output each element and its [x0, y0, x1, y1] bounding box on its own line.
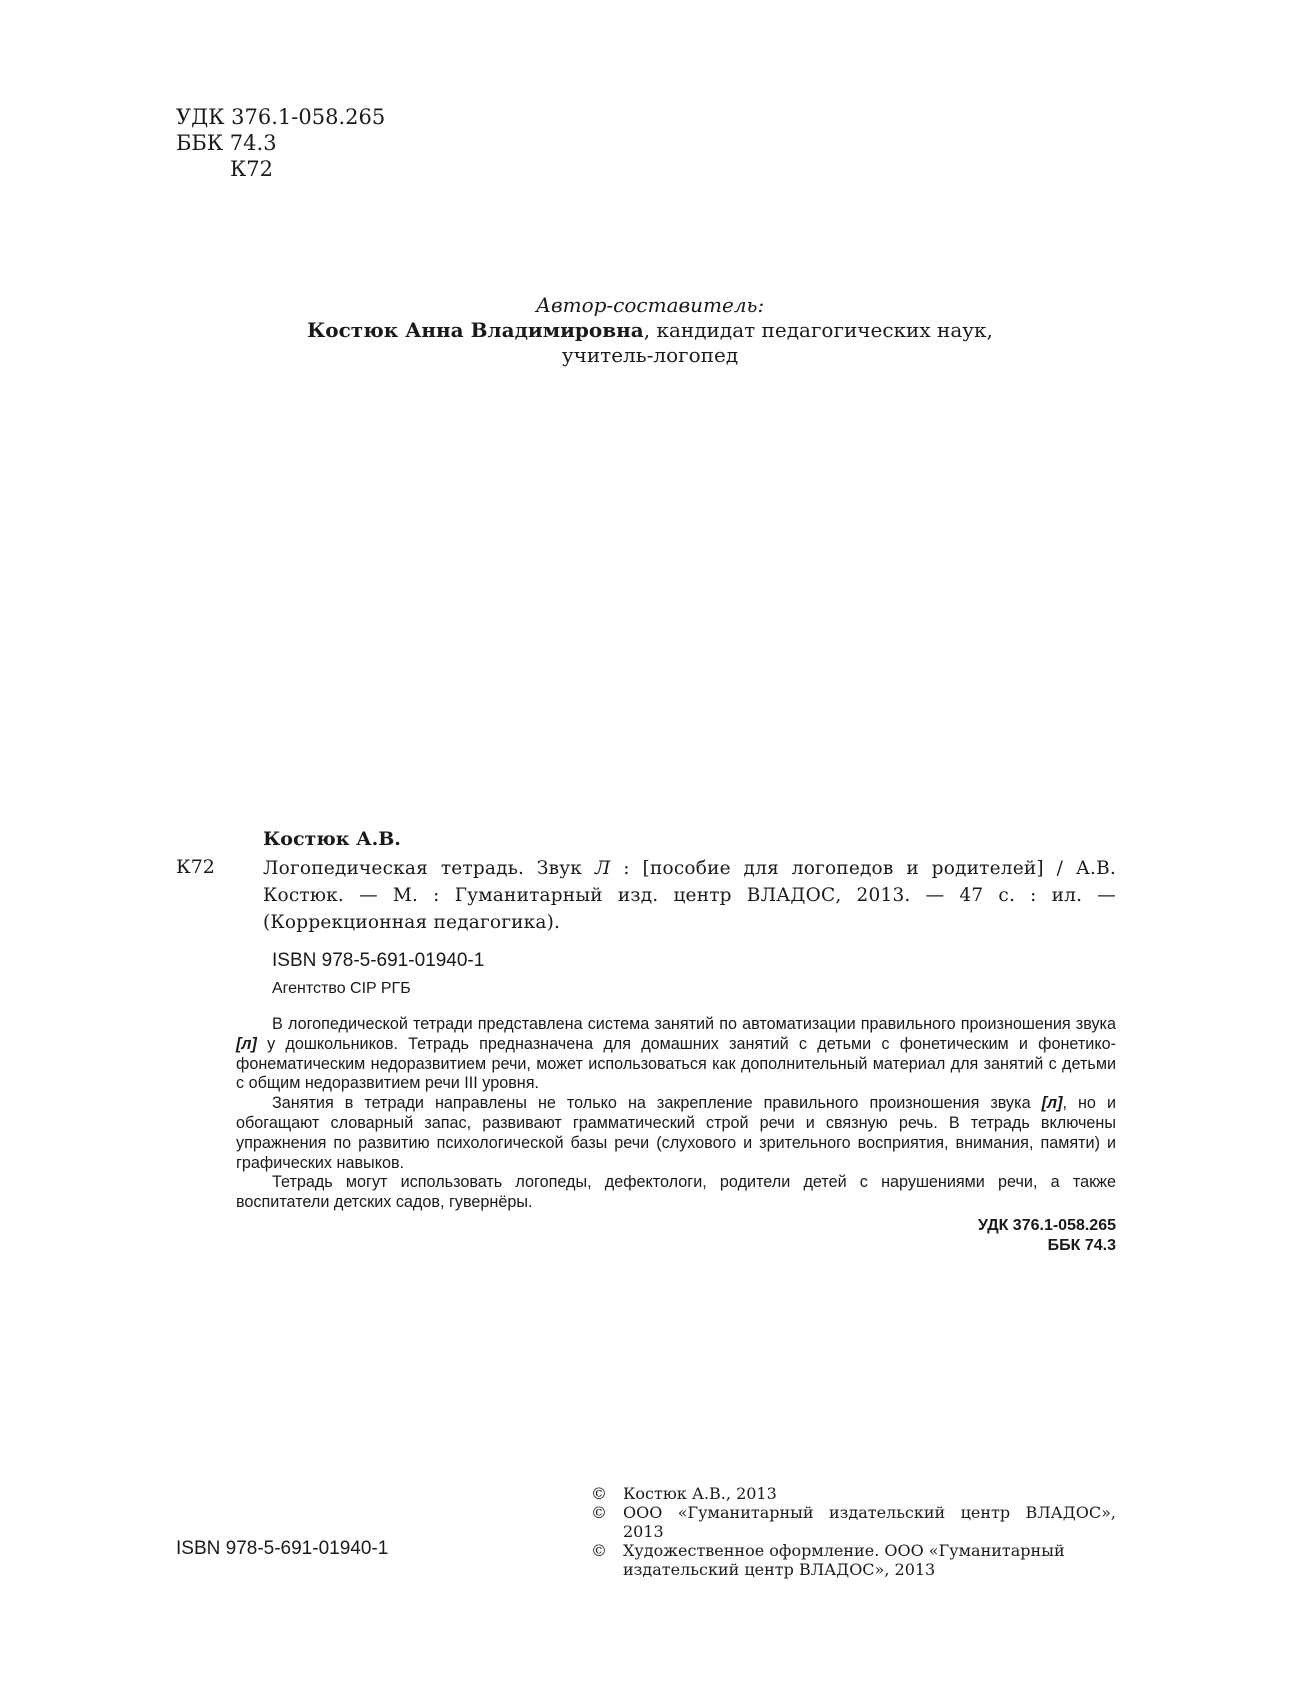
abstract-p2-a: Занятия в тетради направлены не только на закрепление правильного произношения звука — [272, 1094, 1042, 1113]
copyright-icon: © — [591, 1541, 607, 1560]
author-title-part1: , кандидат педагогических наук, — [643, 318, 993, 342]
author-title-part2: учитель-логопед — [561, 343, 739, 367]
udk-code: УДК 376.1-058.265 — [176, 105, 386, 129]
copyright-block — [591, 1484, 1116, 1579]
card-sound-letter: Л — [594, 858, 611, 879]
copyright-text: ООО «Гуманитарный издательский центр ВЛАДОС», 2013 — [623, 1503, 1116, 1541]
card-description — [263, 855, 1116, 936]
bbk-code: ББК 74.3 — [176, 131, 277, 155]
card-code: К72 — [176, 856, 215, 878]
author-name: Костюк Анна Владимировна — [307, 318, 644, 342]
card-title-a: Логопедическая тетрадь. Звук — [263, 858, 595, 879]
author-sign: К72 — [230, 157, 273, 181]
abstract-p2-b: , но и обогащают словарный запас, развивают грамматический строй речи и связную речь. В тетрадь включены упражнения по развитию психологической базы речи (слухового и зрительного восприятия, внимания, памяти) и графических навыков. — [236, 1094, 1116, 1172]
copyright-text: Художественное оформление. ООО «Гуманитарный издательский центр ВЛАДОС», 2013 — [623, 1541, 1065, 1579]
card-isbn: ISBN 978-5-691-01940-1 — [272, 950, 485, 971]
sound-mark-1: [л] — [236, 1034, 257, 1053]
abstract-p1-b: у дошкольников. Тетрадь предназначена для домашних занятий с детьми с фонетическим и фонетико-фонематическим недоразвитием речи, может использоваться как дополнительный материал для занятий с детьми с общим недоразвитием речи III уровня. — [236, 1034, 1116, 1093]
classification-block — [176, 104, 385, 182]
author-block — [250, 293, 1050, 368]
abstract-paragraph-1 — [236, 1015, 1116, 1094]
abstract-paragraph-3: Тетрадь могут использовать логопеды, дефектологи, родители детей с нарушениями речи, а также воспитатели детских садов, гувернёры. — [236, 1173, 1116, 1212]
footer-isbn: ISBN 978-5-691-01940-1 — [176, 1538, 389, 1559]
card-title-b: : [пособие для логопедов и родителей] / А.В. Костюк. — М. : Гуманитарный изд. центр ВЛАДОС, 2013. — 47 с. : ил. — (Коррекционная педагогика). — [263, 858, 1116, 933]
abstract — [236, 1015, 1116, 1213]
abstract-classification — [978, 1216, 1116, 1256]
abstract-paragraph-2 — [236, 1094, 1116, 1173]
copyright-text: Костюк А.В., 2013 — [623, 1484, 777, 1503]
abstract-bbk: ББК 74.3 — [1047, 1237, 1116, 1254]
copyright-icon: © — [591, 1484, 607, 1503]
copyright-row — [591, 1484, 1116, 1503]
copyright-icon: © — [591, 1503, 607, 1522]
author-role: Автор-составитель: — [535, 293, 765, 317]
cip-agency: Агентство CIP РГБ — [272, 980, 411, 997]
abstract-p1-a: В логопедической тетради представлена система занятий по автоматизации правильного произношения звука — [272, 1015, 1116, 1033]
card-author: Костюк А.В. — [263, 828, 401, 850]
copyright-row — [591, 1503, 1116, 1541]
copyright-row — [591, 1541, 1116, 1579]
author-line — [250, 318, 1050, 343]
abstract-udk: УДК 376.1-058.265 — [978, 1217, 1116, 1234]
sound-mark-2: [л] — [1041, 1094, 1063, 1113]
